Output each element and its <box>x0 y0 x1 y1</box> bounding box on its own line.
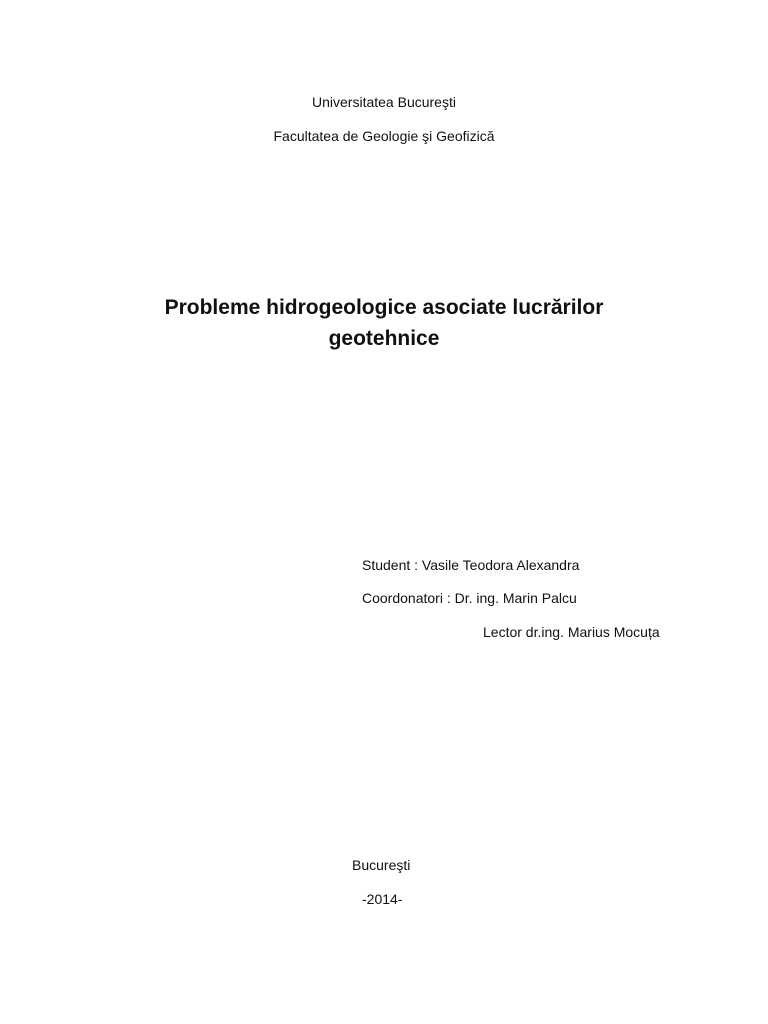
title-line-2: geotehnice <box>328 327 440 350</box>
faculty-name: Facultatea de Geologie şi Geofizică <box>273 128 495 144</box>
university-name: Universitatea Bucureşti <box>312 94 456 110</box>
coordinator-line-1: Coordonatori : Dr. ing. Marin Palcu <box>362 590 577 606</box>
city: Bucureşti <box>352 857 411 873</box>
student-line: Student : Vasile Teodora Alexandra <box>362 557 580 573</box>
title-line-1: Probleme hidrogeologice asociate lucrărilor <box>164 296 604 319</box>
coordinator-line-2: Lector dr.ing. Marius Mocuța <box>483 624 660 640</box>
year: -2014- <box>362 891 403 907</box>
document-title <box>0 292 768 354</box>
